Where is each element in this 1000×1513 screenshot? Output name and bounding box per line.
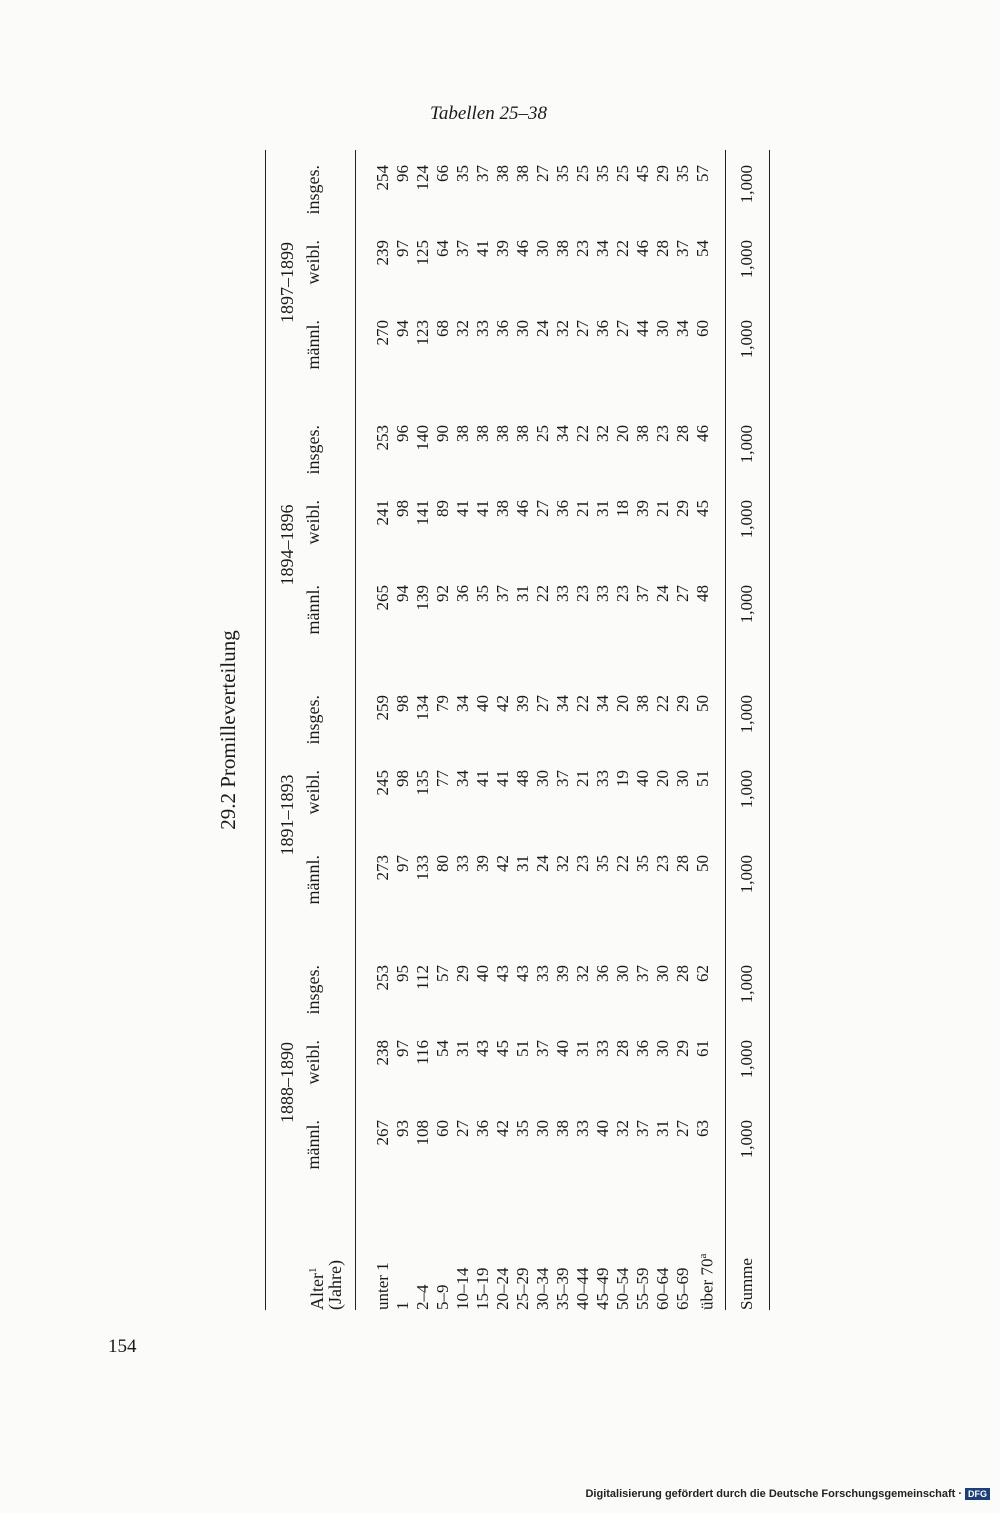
sum-cell: 1,000 (737, 500, 756, 539)
table-cell: 265 (373, 585, 392, 611)
sum-cell: 1,000 (737, 165, 756, 204)
table-cell: 112 (413, 965, 432, 990)
table-cell: 238 (373, 1040, 392, 1066)
table-cell: 245 (373, 770, 392, 796)
table-cell: 273 (373, 855, 392, 881)
table-cell: 77 (433, 770, 452, 787)
table-cell: 27 (673, 585, 692, 602)
table-cell: 95 (393, 965, 412, 982)
row-label (413, 1285, 433, 1311)
table-cell: 27 (613, 320, 632, 337)
row-label (473, 1268, 493, 1311)
table-cell: 98 (393, 770, 412, 787)
table-cell: 37 (633, 965, 652, 982)
table-cell: 38 (553, 1120, 572, 1137)
table-cell: 43 (473, 1040, 492, 1057)
table-cell: 43 (493, 965, 512, 982)
table-cell: 60 (433, 1120, 452, 1137)
table-cell: 34 (593, 695, 612, 712)
period-header: 1888–1890 (277, 1042, 297, 1123)
sum-cell: 1,000 (737, 965, 756, 1004)
table-cell: 21 (653, 500, 672, 517)
table-cell: 96 (393, 425, 412, 442)
table-cell: 34 (453, 695, 472, 712)
row-label-text: 1 (393, 1301, 412, 1310)
row-label-text: 65–69 (673, 1267, 692, 1310)
table-cell: 50 (693, 695, 712, 712)
table-cell: 41 (473, 500, 492, 517)
row-label (673, 1268, 693, 1311)
table-cell: 98 (393, 500, 412, 517)
table-cell: 39 (553, 965, 572, 982)
table-cell: 36 (453, 585, 472, 602)
table-cell: 43 (513, 965, 532, 982)
subheader-weibl: weibl. (303, 500, 323, 545)
table-cell: 94 (393, 585, 412, 602)
rotated-table-container (215, 150, 790, 1310)
table-cell: 24 (653, 585, 672, 602)
table-cell: 37 (673, 240, 692, 257)
table-cell: 35 (453, 165, 472, 182)
label-header-footnote: 1 (307, 1267, 319, 1274)
table-cell: 259 (373, 695, 392, 721)
table-cell: 57 (433, 965, 452, 982)
row-label-text: 30–34 (533, 1267, 552, 1310)
table-cell: 34 (673, 320, 692, 337)
table-cell: 41 (453, 500, 472, 517)
table-cell: 19 (613, 770, 632, 787)
table-cell: 42 (493, 695, 512, 712)
table-cell: 36 (553, 500, 572, 517)
table-cell: 30 (533, 770, 552, 787)
table-cell: 267 (373, 1120, 392, 1146)
subheader-insges: insges. (303, 965, 323, 1015)
label-header-text: Alter (307, 1273, 327, 1310)
table-cell: 30 (653, 965, 672, 982)
label-header (303, 1268, 327, 1310)
table-cell: 254 (373, 165, 392, 191)
table-cell: 66 (433, 165, 452, 182)
row-label-text: 10–14 (453, 1267, 472, 1310)
table-cell: 29 (673, 1040, 692, 1057)
table-cell: 38 (633, 695, 652, 712)
table-cell: 33 (573, 1120, 592, 1137)
body-rule (725, 150, 726, 1310)
sum-cell: 1,000 (737, 585, 756, 624)
table-cell: 32 (613, 1120, 632, 1137)
table-cell: 54 (433, 1040, 452, 1057)
table-cell: 37 (553, 770, 572, 787)
subheader-maennl: männl. (303, 855, 323, 905)
table-cell: 33 (593, 770, 612, 787)
table-cell: 241 (373, 500, 392, 526)
table-cell: 140 (413, 425, 432, 451)
table-cell: 18 (613, 500, 632, 517)
row-label (633, 1268, 653, 1311)
table-cell: 46 (633, 240, 652, 257)
table-cell: 35 (473, 585, 492, 602)
table-cell: 40 (553, 1040, 572, 1057)
table-cell: 68 (433, 320, 452, 337)
table-cell: 31 (593, 500, 612, 517)
table-cell: 97 (393, 1040, 412, 1057)
table-cell: 64 (433, 240, 452, 257)
row-label (493, 1268, 513, 1311)
subheader-weibl: weibl. (303, 240, 323, 285)
table-cell: 22 (613, 240, 632, 257)
table-cell: 30 (653, 1040, 672, 1057)
table-cell: 253 (373, 965, 392, 991)
row-label (513, 1268, 533, 1311)
table-cell: 33 (553, 585, 572, 602)
table-cell: 31 (513, 585, 532, 602)
table-cell: 33 (453, 855, 472, 872)
table-cell: 48 (513, 770, 532, 787)
table-cell: 36 (473, 1120, 492, 1137)
table-title: 29.2 Promilleverteilung (216, 630, 240, 830)
table-cell: 38 (553, 240, 572, 257)
table-cell: 31 (513, 855, 532, 872)
table-cell: 23 (653, 855, 672, 872)
table-cell: 39 (513, 695, 532, 712)
table-cell: 42 (493, 855, 512, 872)
table-cell: 37 (493, 585, 512, 602)
table-cell: 92 (433, 585, 452, 602)
table-cell: 89 (433, 500, 452, 517)
row-label-text: 60–64 (653, 1267, 672, 1310)
table-cell: 20 (613, 695, 632, 712)
row-label-text: 15–19 (473, 1267, 492, 1310)
table-cell: 23 (613, 585, 632, 602)
table-cell: 116 (413, 1040, 432, 1065)
row-label-text: 55–59 (633, 1267, 652, 1310)
row-label (373, 1262, 393, 1310)
table-cell: 97 (393, 240, 412, 257)
table-cell: 39 (493, 240, 512, 257)
sum-cell: 1,000 (737, 1040, 756, 1079)
table-cell: 80 (433, 855, 452, 872)
subheader-maennl: männl. (303, 320, 323, 370)
table-cell: 38 (633, 425, 652, 442)
table-cell: 40 (473, 695, 492, 712)
table-cell: 33 (593, 585, 612, 602)
table-cell: 124 (413, 165, 432, 191)
table-cell: 38 (493, 165, 512, 182)
row-label-text: 50–54 (613, 1267, 632, 1310)
table-cell: 23 (653, 425, 672, 442)
table-cell: 38 (453, 425, 472, 442)
sum-cell: 1,000 (737, 320, 756, 359)
table-cell: 38 (473, 425, 492, 442)
table-cell: 25 (573, 165, 592, 182)
table-cell: 40 (593, 1120, 612, 1137)
label-header-unit: (Jahre) (325, 1260, 345, 1310)
table-cell: 28 (613, 1040, 632, 1057)
table-cell: 22 (573, 425, 592, 442)
table-cell: 30 (513, 320, 532, 337)
period-header: 1897–1899 (277, 242, 297, 323)
table-cell: 57 (693, 165, 712, 182)
table-cell: 30 (653, 320, 672, 337)
table-cell: 48 (693, 585, 712, 602)
table-cell: 38 (493, 425, 512, 442)
table-cell: 29 (453, 965, 472, 982)
table-cell: 37 (633, 585, 652, 602)
table-cell: 30 (533, 1120, 552, 1137)
footer-text: Digitalisierung gefördert durch die Deutsche Forschungsgemeinschaft · (585, 1488, 962, 1500)
subheader-insges: insges. (303, 425, 323, 475)
row-label-text: 25–29 (513, 1267, 532, 1310)
table-cell: 37 (533, 1040, 552, 1057)
subheader-maennl: männl. (303, 585, 323, 635)
row-label-text: unter 1 (373, 1262, 392, 1310)
table-cell: 33 (473, 320, 492, 337)
table-cell: 39 (473, 855, 492, 872)
table-cell: 51 (513, 1040, 532, 1057)
table-cell: 134 (413, 695, 432, 721)
table-cell: 34 (453, 770, 472, 787)
row-label (573, 1268, 593, 1311)
table-cell: 253 (373, 425, 392, 451)
table-cell: 79 (433, 695, 452, 712)
table-cell: 25 (613, 165, 632, 182)
table-cell: 61 (693, 1040, 712, 1057)
dfg-logo-icon: DFG (965, 1488, 990, 1500)
table-cell: 90 (433, 425, 452, 442)
table-cell: 141 (413, 500, 432, 526)
sum-cell: 1,000 (737, 240, 756, 279)
table-cell: 239 (373, 240, 392, 266)
table-cell: 31 (573, 1040, 592, 1057)
running-head: Tabellen 25–38 (430, 103, 547, 124)
table-cell: 54 (693, 240, 712, 257)
table-cell: 46 (693, 425, 712, 442)
table-cell: 35 (593, 165, 612, 182)
row-label-text: 45–49 (593, 1267, 612, 1310)
row-label (393, 1302, 413, 1311)
table-cell: 133 (413, 855, 432, 881)
table-cell: 35 (513, 1120, 532, 1137)
table-cell: 40 (633, 770, 652, 787)
table-cell: 36 (493, 320, 512, 337)
table-cell: 20 (653, 770, 672, 787)
table-cell: 21 (573, 500, 592, 517)
table-cell: 41 (473, 240, 492, 257)
sum-row-label: Summe (737, 1258, 756, 1310)
table-cell: 29 (673, 500, 692, 517)
table-cell: 34 (553, 695, 572, 712)
row-label-text: 20–24 (493, 1267, 512, 1310)
table-cell: 28 (673, 425, 692, 442)
promille-table (215, 150, 790, 1310)
table-cell: 29 (673, 695, 692, 712)
table-cell: 23 (573, 855, 592, 872)
table-cell: 34 (553, 425, 572, 442)
table-cell: 21 (573, 770, 592, 787)
table-cell: 27 (573, 320, 592, 337)
table-cell: 29 (653, 165, 672, 182)
row-label-text: über 70 (697, 1258, 717, 1310)
table-cell: 27 (673, 1120, 692, 1137)
table-cell: 45 (633, 165, 652, 182)
table-cell: 96 (393, 165, 412, 182)
row-label-text: 35–39 (553, 1267, 572, 1310)
subheader-maennl: männl. (303, 1120, 323, 1170)
row-label-text: 2–4 (413, 1284, 432, 1310)
table-cell: 23 (573, 240, 592, 257)
table-cell: 39 (633, 500, 652, 517)
table-cell: 32 (453, 320, 472, 337)
table-cell: 35 (633, 855, 652, 872)
table-cell: 35 (593, 855, 612, 872)
table-cell: 32 (553, 320, 572, 337)
table-cell: 60 (693, 320, 712, 337)
table-cell: 32 (593, 425, 612, 442)
table-cell: 31 (453, 1040, 472, 1057)
table-cell: 38 (493, 500, 512, 517)
table-cell: 125 (413, 240, 432, 266)
table-cell: 40 (473, 965, 492, 982)
table-cell: 22 (653, 695, 672, 712)
table-cell: 37 (473, 165, 492, 182)
table-top-rule (265, 150, 266, 1310)
table-cell: 28 (653, 240, 672, 257)
page-number: 154 (108, 1336, 137, 1357)
table-cell: 35 (553, 165, 572, 182)
footer-attribution (585, 1488, 990, 1500)
table-cell: 27 (453, 1120, 472, 1137)
table-cell: 94 (393, 320, 412, 337)
table-cell: 50 (693, 855, 712, 872)
table-cell: 22 (613, 855, 632, 872)
table-cell: 32 (573, 965, 592, 982)
table-cell: 44 (633, 320, 652, 337)
table-bottom-rule (769, 150, 770, 1310)
row-label-footnote: a (697, 1253, 709, 1259)
table-cell: 33 (593, 1040, 612, 1057)
table-cell: 45 (693, 500, 712, 517)
table-cell: 51 (693, 770, 712, 787)
table-cell: 22 (573, 695, 592, 712)
row-label (653, 1268, 673, 1311)
table-cell: 30 (673, 770, 692, 787)
table-cell: 22 (533, 585, 552, 602)
row-label (453, 1268, 473, 1311)
table-cell: 27 (533, 165, 552, 182)
subheader-insges: insges. (303, 695, 323, 745)
table-cell: 46 (513, 240, 532, 257)
sum-cell: 1,000 (737, 1120, 756, 1159)
row-label (433, 1285, 453, 1311)
row-label (593, 1268, 613, 1311)
table-cell: 32 (553, 855, 572, 872)
table-cell: 42 (493, 1120, 512, 1137)
row-label (693, 1254, 718, 1310)
subheader-insges: insges. (303, 165, 323, 215)
table-cell: 25 (533, 425, 552, 442)
subheader-weibl: weibl. (303, 1040, 323, 1085)
table-cell: 36 (593, 320, 612, 337)
table-cell: 28 (673, 965, 692, 982)
table-cell: 46 (513, 500, 532, 517)
table-cell: 93 (393, 1120, 412, 1137)
table-cell: 41 (493, 770, 512, 787)
row-label (533, 1268, 553, 1311)
sum-cell: 1,000 (737, 425, 756, 464)
table-cell: 30 (613, 965, 632, 982)
table-cell: 135 (413, 770, 432, 796)
table-cell: 45 (493, 1040, 512, 1057)
table-cell: 28 (673, 855, 692, 872)
table-cell: 97 (393, 855, 412, 872)
table-cell: 98 (393, 695, 412, 712)
table-cell: 38 (513, 165, 532, 182)
sum-cell: 1,000 (737, 695, 756, 734)
table-cell: 123 (413, 320, 432, 346)
sum-cell: 1,000 (737, 855, 756, 894)
table-cell: 108 (413, 1120, 432, 1146)
table-cell: 27 (533, 695, 552, 712)
table-cell: 24 (533, 320, 552, 337)
table-cell: 23 (573, 585, 592, 602)
table-cell: 30 (533, 240, 552, 257)
table-cell: 139 (413, 585, 432, 611)
table-cell: 41 (473, 770, 492, 787)
table-cell: 63 (693, 1120, 712, 1137)
sum-cell: 1,000 (737, 770, 756, 809)
row-label (553, 1268, 573, 1311)
period-header: 1891–1893 (277, 774, 297, 856)
table-cell: 27 (533, 500, 552, 517)
table-cell: 24 (533, 855, 552, 872)
row-label (613, 1268, 633, 1311)
table-cell: 62 (693, 965, 712, 982)
table-cell: 36 (593, 965, 612, 982)
table-cell: 31 (653, 1120, 672, 1137)
table-cell: 38 (513, 425, 532, 442)
row-label-text: 5–9 (433, 1284, 452, 1310)
table-cell: 20 (613, 425, 632, 442)
table-cell: 35 (673, 165, 692, 182)
table-cell: 37 (453, 240, 472, 257)
table-cell: 34 (593, 240, 612, 257)
header-rule (355, 150, 356, 1310)
table-cell: 37 (633, 1120, 652, 1137)
subheader-weibl: weibl. (303, 770, 323, 815)
row-label-text: 40–44 (573, 1267, 592, 1310)
table-cell: 270 (373, 320, 392, 346)
period-header: 1894–1896 (277, 504, 297, 586)
table-cell: 36 (633, 1040, 652, 1057)
table-cell: 33 (533, 965, 552, 982)
